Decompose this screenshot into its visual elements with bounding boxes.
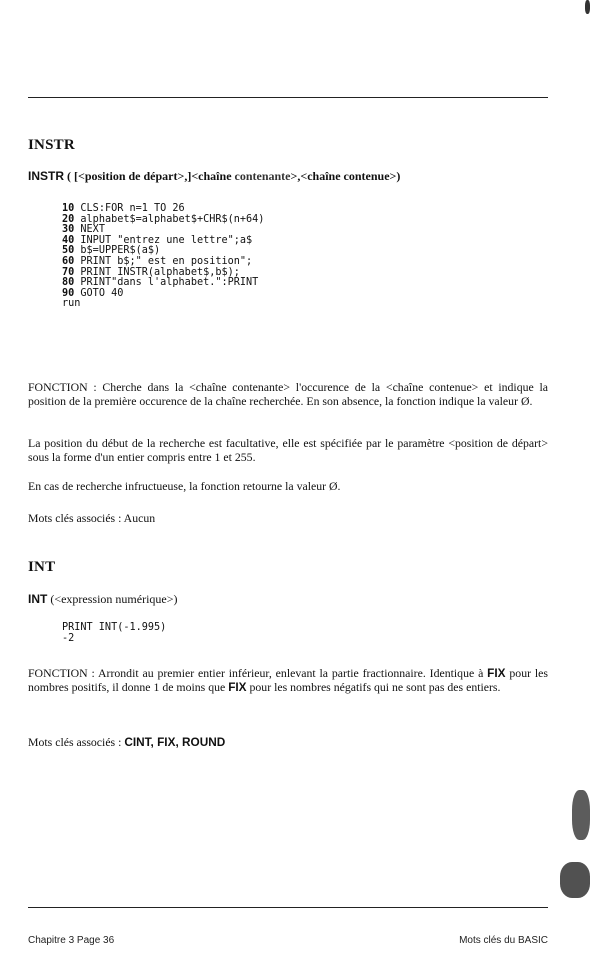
int-syntax-rest: (<expression numérique>) (47, 592, 178, 606)
int-code-listing (62, 623, 166, 644)
scan-smudge (585, 0, 590, 14)
int-syntax-keyword: INT (28, 592, 48, 606)
code-line (62, 299, 264, 310)
instr-section-title: INSTR (28, 137, 75, 153)
int-section-title: INT (28, 559, 56, 575)
scan-smudge (572, 790, 590, 840)
instr-syntax-keyword: INSTR (28, 169, 64, 183)
int-syntax (28, 592, 178, 607)
footer-chapter-page: Chapitre 3 Page 36 (28, 935, 115, 946)
int-fonction-text-1: FONCTION : Arrondit au premier entier inférieur, enlevant la partie fractionnaire. Identique à (28, 666, 488, 680)
int-fix-keyword-2: FIX (228, 680, 247, 694)
instr-mots-cles: Mots clés associés : Aucun (28, 511, 156, 525)
instr-syntax-part1: ( [<position de départ>,]<chaîne (64, 169, 235, 183)
code-line-number: 50 (62, 245, 75, 257)
int-fix-keyword-1: FIX (487, 666, 506, 680)
code-line-text: INPUT "entrez une lettre";a$ (74, 234, 253, 246)
top-rule (28, 97, 548, 98)
int-fonction-text-2: pour les nombres positifs, il donne 1 de moins que (28, 666, 548, 694)
code-line-number: 40 (62, 234, 75, 246)
code-line-number: 90 (62, 287, 75, 299)
int-mots-cles (28, 735, 548, 749)
bottom-rule (28, 907, 548, 908)
code-line-text: NEXT (74, 224, 105, 236)
instr-code-listing (62, 204, 264, 310)
int-code-line: PRINT INT(-1.995) (62, 622, 167, 633)
code-line-number: 30 (62, 224, 75, 236)
instr-failure-paragraph: En cas de recherche infructueuse, la fonction retourne la valeur Ø. (28, 479, 341, 493)
code-line-number: 20 (62, 213, 75, 225)
code-line-text: CLS:FOR n=1 TO 26 (74, 203, 185, 214)
int-code-output: -2 (62, 632, 75, 644)
code-line-text: PRINT b$;" est en position"; (74, 255, 253, 267)
code-line-text: run (62, 298, 81, 310)
instr-position-paragraph: La position du début de la recherche est facultative, elle est spécifiée par le paramètre <position de départ> sous la forme d'un entier compris entre 1 et 255. (28, 436, 548, 464)
code-line-number: 80 (62, 277, 75, 289)
instr-syntax-part3: >,<chaîne contenue>) (290, 169, 401, 183)
footer-section-name: Mots clés du BASIC (459, 935, 548, 946)
code-line-number: 70 (62, 266, 75, 278)
int-fonction-paragraph (28, 666, 548, 694)
code-line-text: b$=UPPER$(a$) (74, 245, 161, 257)
int-mots-cles-values: CINT, FIX, ROUND (124, 735, 226, 749)
code-line-number: 10 (62, 203, 75, 214)
scan-smudge (560, 862, 590, 898)
instr-syntax-part2: contenante (234, 169, 291, 183)
int-fonction-text-3: pour les nombres négatifs qui ne sont pas des entiers. (246, 680, 501, 694)
code-line-text: alphabet$=alphabet$+CHR$(n+64) (74, 213, 265, 225)
instr-fonction-paragraph: FONCTION : Cherche dans la <chaîne contenante> l'occurence de la <chaîne contenue> et indique la position de la première occurence de la chaîne recherchée. En son absence, la fonction indique la valeur Ø. (28, 380, 548, 408)
instr-syntax (28, 169, 400, 184)
code-line (62, 289, 264, 300)
code-line-number: 60 (62, 255, 75, 267)
code-line-text: GOTO 40 (74, 287, 124, 299)
code-line-text: PRINT"dans l'alphabet.":PRINT (74, 277, 259, 289)
int-mots-cles-label: Mots clés associés : (28, 735, 125, 749)
code-line-text: PRINT INSTR(alphabet$,b$); (74, 266, 240, 278)
